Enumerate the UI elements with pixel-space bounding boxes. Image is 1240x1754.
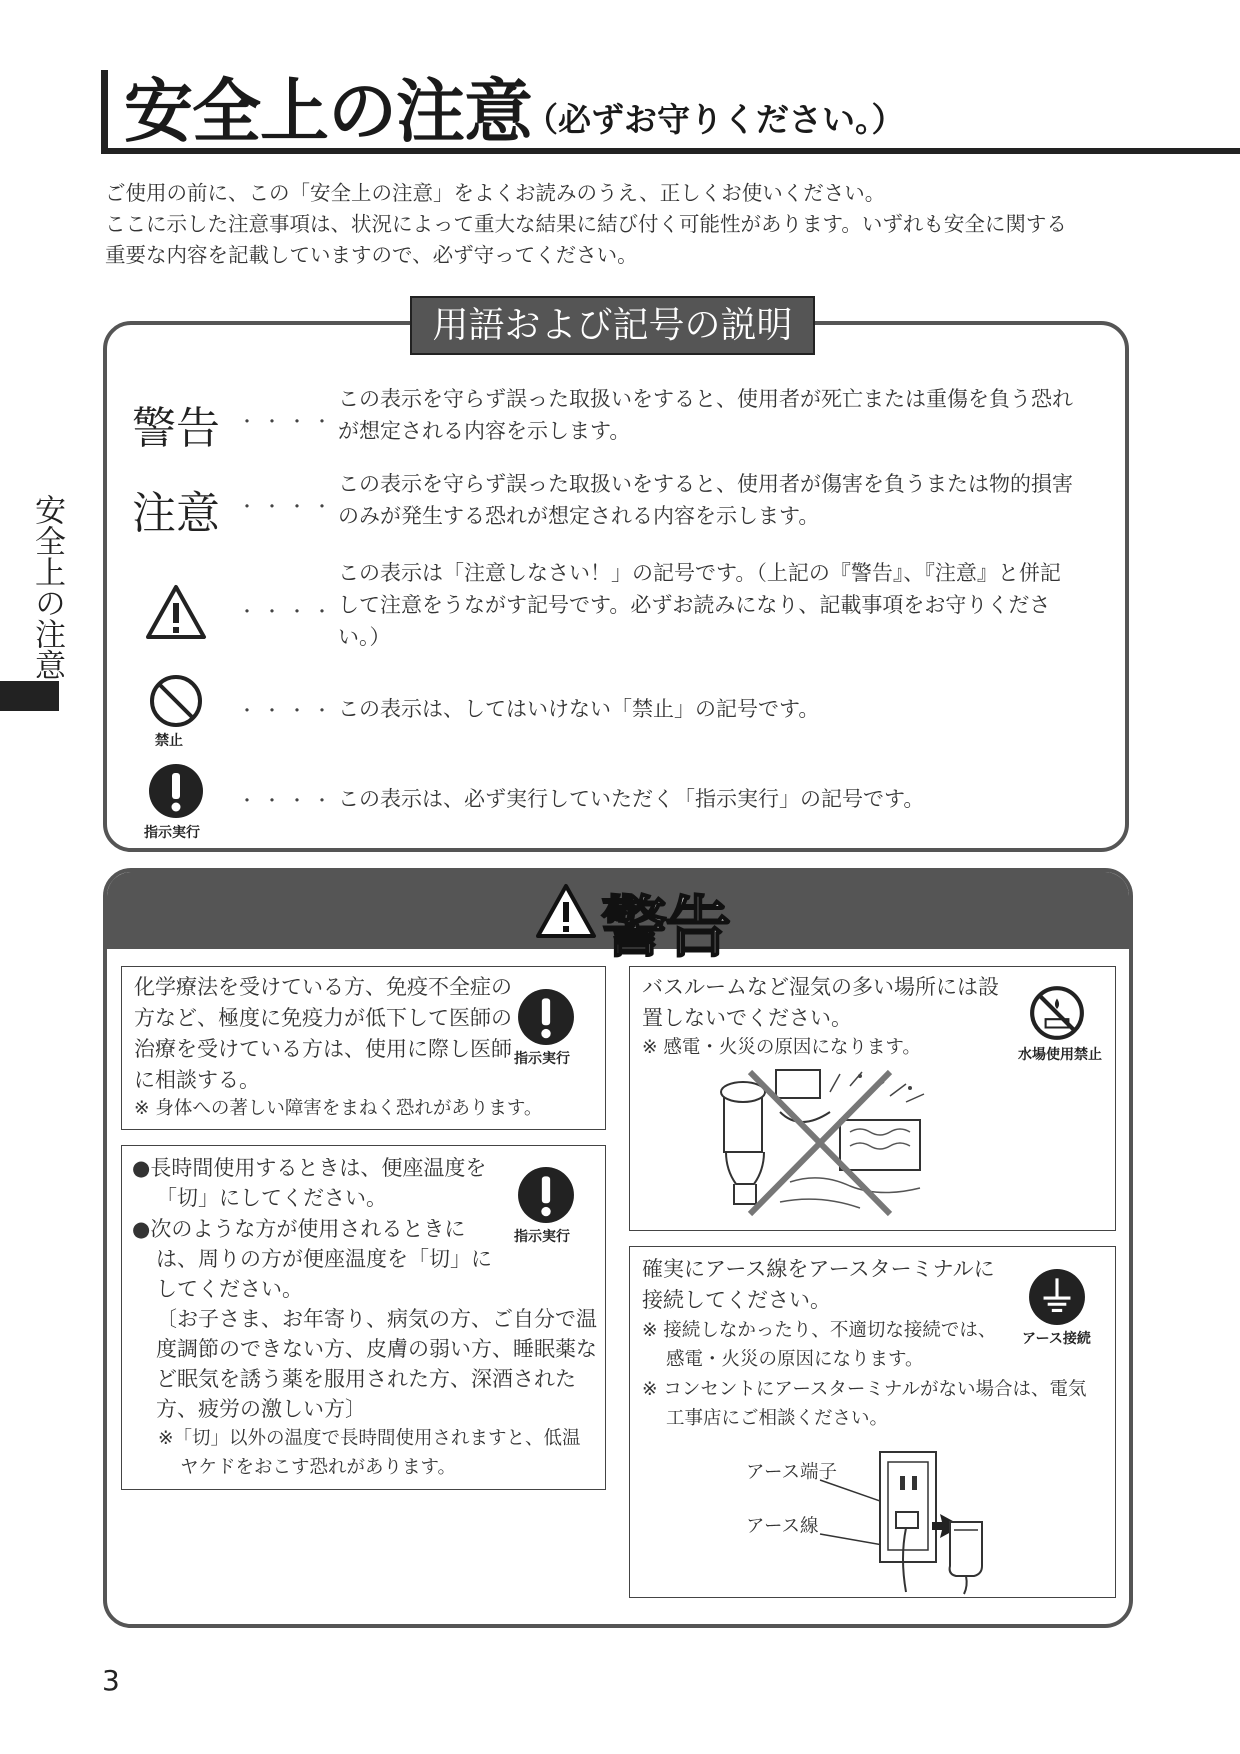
page-number: 3 [102,1664,120,1697]
warning-triangle-icon [534,882,598,940]
box2-line: 度調節のできない方、皮膚の弱い方、睡眠薬な [156,1337,597,1361]
prohibit-symbol-desc: この表示は、してはいけない「禁止」の記号です。 [338,697,820,721]
leader-dots: ・・・・ [238,412,338,433]
box4-icon-label: アース接続 [1022,1331,1091,1347]
warning-term: 警告 [132,403,220,454]
caution-term: 注意 [132,488,220,539]
caution-triangle-icon [144,583,208,641]
mandatory-symbol-desc: この表示は、必ず実行していただく「指示実行」の記号です。 [338,787,925,811]
page-title: 安全上の注意 [124,72,532,152]
triangle-symbol-desc: この表示は「注意しなさい！」の記号です。（上記の『警告』、『注意』と併記して注意をうながす記号です。必ずお読みになり、記載事項をお守りください。） [338,561,1061,649]
label-ground-wire: アース線 [746,1516,819,1537]
intro-line-2: ここに示した注意事項は、状況によって重大な結果に結び付く可能性があります。いずれも安全に関する [105,212,1067,236]
leader-dots: ・・・・ [238,602,338,623]
box1-note: ※ 身体への著しい障害をまねく恐れがあります。 [134,1098,543,1119]
warning-title: 警告 [601,889,729,966]
box1-line: に相談する。 [134,1068,260,1092]
leader-dots: ・・・・ [238,791,338,812]
title-accent-bar [101,70,108,152]
box1-line: 方など、極度に免疫力が低下して医師の [134,1006,512,1030]
box2-line: は、周りの方が便座温度を「切」に [156,1247,492,1271]
mandatory-label: 指示実行 [144,825,200,841]
page-subtitle: （必ずお守りください。） [525,100,905,139]
box2-line: してください。 [156,1277,303,1301]
box2-line: 〔お子さま、お年寄り、病気の方、ご自分で温 [156,1307,597,1331]
intro-line-3: 重要な内容を記載していますので、必ず守ってください。 [105,243,638,267]
prohibition-icon [148,673,204,729]
intro-line-1: ご使用の前に、この「安全上の注意」をよくお読みのうえ、正しくお使いください。 [105,181,886,205]
no-water-area-icon [1028,984,1086,1042]
caution-term-desc: この表示を守らず誤った取扱いをすると、使用者が傷害を負うまたは物的損害のみが発生する恐れが想定される内容を示します。 [338,472,1073,528]
side-tab-marker [0,681,59,711]
box4-line: 確実にアース線をアースターミナルに [642,1257,995,1281]
leader-dots: ・・・・ [238,701,338,722]
box2-note: ※「切」以外の温度で長時間使用されますと、低温 [158,1428,581,1449]
box2-note: ヤケドをおこす恐れがあります。 [180,1457,457,1478]
box3-icon-label: 水場使用禁止 [1018,1047,1102,1063]
box3-line: バスルームなど湿気の多い場所には設 [642,975,999,999]
grounding-illustration [740,1430,1010,1595]
mandatory-action-icon [517,1166,575,1224]
box2-icon-label: 指示実行 [514,1229,570,1245]
box2-line: 方、疲労の激しい方〕 [156,1397,366,1421]
mandatory-action-icon [148,763,204,819]
box3-note: ※ 感電・火災の原因になります。 [642,1037,921,1058]
box1-line: 治療を受けている方は、使用に際し医師 [134,1037,512,1061]
side-tab-label: 安全上の注意 [29,494,65,680]
box3-line: 置しないでください。 [642,1006,852,1030]
box4-note: ※ 接続しなかったり、不適切な接続では、 [642,1320,997,1341]
bathroom-illustration [710,1062,942,1220]
leader-dots: ・・・・ [238,497,338,518]
warning-term-desc: この表示を守らず誤った取扱いをすると、使用者が死亡または重傷を負う恐れが想定される内容を示します。 [338,387,1073,443]
prohibit-label: 禁止 [155,733,183,749]
box4-note: ※ コンセントにアースターミナルがない場合は、電気 [642,1379,1087,1400]
glossary-heading: 用語および記号の説明 [410,296,815,355]
box4-note: 感電・火災の原因になります。 [666,1349,924,1370]
label-ground-terminal: アース端子 [746,1462,838,1483]
box2-line: 「切」にしてください。 [156,1186,387,1210]
box2-line: ●長時間使用するときは、便座温度を [132,1156,487,1180]
box2-line: ●次のような方が使用されるときに [132,1217,466,1241]
box1-line: 化学療法を受けている方、免疫不全症の [134,975,512,999]
box1-icon-label: 指示実行 [514,1051,570,1067]
mandatory-action-icon [517,988,575,1046]
grounding-icon [1028,1268,1086,1326]
box2-line: ど眠気を誘う薬を服用された方、深酒された [156,1367,576,1391]
box4-note: 工事店にご相談ください。 [666,1408,889,1429]
box4-line: 接続してください。 [642,1288,831,1312]
